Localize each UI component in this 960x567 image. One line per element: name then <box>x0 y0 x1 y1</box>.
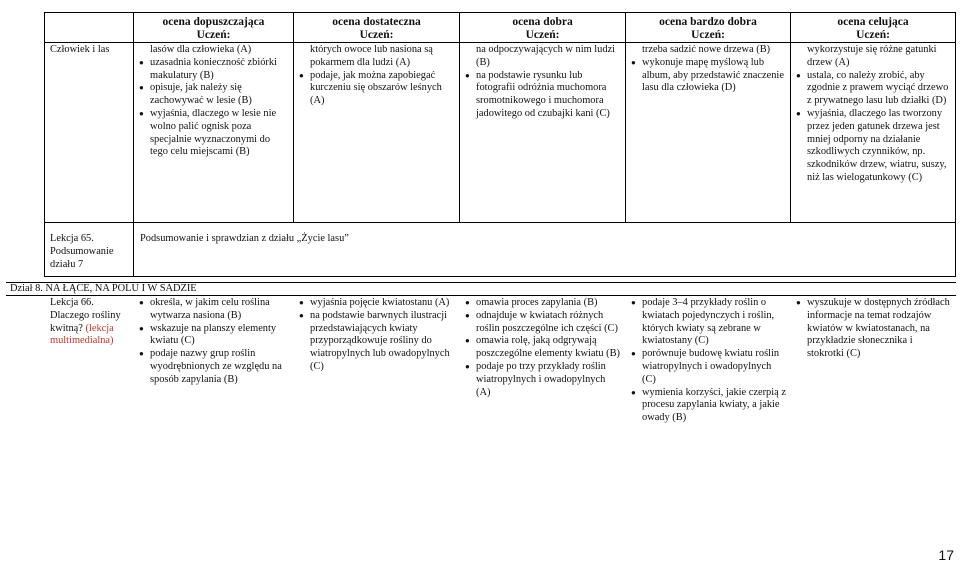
row1-dostateczna <box>298 44 455 108</box>
list-item: ● omawia rolę, jaką odgrywają poszczególne elementy kwiatu (B) <box>464 335 621 361</box>
row1-dobra <box>464 44 621 121</box>
list-item: ● na podstawie rysunku lub fotografii odróżnia muchomora sromotnikowego i muchomora jadowitego od czubajki kani (C) <box>464 70 621 121</box>
table-header-divider <box>44 42 956 43</box>
list-item: ● opisuje, jak należy się zachowywać w lesie (B) <box>138 82 288 108</box>
header-bardzo-dobra <box>626 16 790 42</box>
list-item: ● podaje nazwy grup roślin wyodrębnionych ze względu na sposób zapylania (B) <box>138 348 288 386</box>
list-item: ● porównuje budowę kwiatu roślin wiatropylnych i owadopylnych (C) <box>630 348 786 386</box>
lesson66-bardzo-dobra <box>630 297 786 425</box>
list-item: ● wyjaśnia, dlaczego las tworzony przez jeden gatunek drzewa jest mniej odporny na działanie szkodliwych czynników, np. szkodników drzew, wiatru, suszy, niż las wielogatunkowy (C) <box>795 108 951 185</box>
list-item: których owoce lub nasiona są pokarmem dla ludzi (A) <box>310 44 433 68</box>
list-item: ● omawia proces zapylania (B) <box>464 297 621 310</box>
list-item: wykorzystuje się różne gatunki drzew (A) <box>807 44 937 68</box>
lesson-66-note: (lekcja multimedialna) <box>50 322 114 347</box>
header-sub: Uczeń: <box>856 29 890 41</box>
list-item: ● odnajduje w kwiatach różnych roślin poszczególne ich części (C) <box>464 310 621 336</box>
list-item: ● podaje po trzy przykłady roślin wiatropylnych i owadopylnych (A) <box>464 361 621 399</box>
table-row-divider <box>44 222 956 223</box>
header-title: ocena celująca <box>837 16 909 28</box>
list-item: ● wyjaśnia pojęcie kwiatostanu (A) <box>298 297 455 310</box>
list-item: ● określa, w jakim celu roślina wytwarza nasiona (B) <box>138 297 288 323</box>
section-8-title: Dział 8. NA ŁĄCE, NA POLU I W SADZIE <box>10 283 197 294</box>
header-sub: Uczeń: <box>525 29 560 41</box>
header-title: ocena dopuszczająca <box>162 16 265 28</box>
list-item: ● ustala, co należy zrobić, aby zgodnie z prawem wyciąć drzewo z prywatnego lasu lub działki (D) <box>795 70 951 108</box>
col-divider <box>133 12 134 276</box>
section-divider <box>6 295 956 296</box>
list-item: ● wyszukuje w dostępnych źródłach informacje na temat rodzajów kwiatów w kwiatostanach, na przykładzie słonecznika i stokrotki (C) <box>795 297 951 361</box>
lesson66-dostateczna <box>298 297 455 374</box>
col-divider <box>790 12 791 222</box>
lesson-66-title: Lekcja 66. Dlaczego rośliny kwitną? <box>50 297 121 334</box>
header-celujaca <box>791 16 955 42</box>
header-title: ocena bardzo dobra <box>659 16 757 28</box>
col-divider <box>955 12 956 276</box>
col-divider <box>459 12 460 222</box>
header-dopuszczajaca <box>134 16 293 42</box>
header-sub: Uczeń: <box>196 29 231 41</box>
lesson66-dobra <box>464 297 621 399</box>
topic-czlowiek-i-las: Człowiek i las <box>50 44 110 55</box>
lesson66-dopuszczajaca <box>138 297 288 387</box>
list-item: ● podaje, jak można zapobiegać kurczeniu się obszarów leśnych (A) <box>298 70 455 108</box>
col-divider <box>44 12 45 276</box>
header-title: ocena dostateczna <box>332 16 421 28</box>
row1-bardzo-dobra <box>630 44 786 95</box>
col-divider <box>625 12 626 222</box>
lesson66-celujaca <box>795 297 951 361</box>
lesson-65-title: Lekcja 65. Podsumowanie działu 7 <box>50 233 114 270</box>
list-item: lasów dla człowieka (A) <box>150 44 252 55</box>
table-bottom-border <box>44 276 956 277</box>
header-dobra <box>460 16 625 42</box>
col-divider <box>293 12 294 222</box>
lesson-65-text: Podsumowanie i sprawdzian z działu „Życie lasu” <box>140 233 349 244</box>
list-item: ● uzasadnia konieczność zbiórki makulatury (B) <box>138 57 288 83</box>
list-item: na odpoczywających w nim ludzi (B) <box>476 44 616 68</box>
row1-celujaca <box>795 44 951 185</box>
list-item: trzeba sadzić nowe drzewa (B) <box>642 44 771 55</box>
list-item: ● podaje 3–4 przykłady roślin o kwiatach pojedynczych i roślin, których kwiaty są zebrane w kwiatostany (C) <box>630 297 786 348</box>
header-dostateczna <box>294 16 459 42</box>
lesson-66-heading <box>50 297 130 348</box>
list-item: ● wykonuje mapę myślową lub album, aby przedstawić znaczenie lasu dla człowieka (D) <box>630 57 786 95</box>
header-sub: Uczeń: <box>691 29 725 41</box>
list-item: ● na podstawie barwnych ilustracji przedstawiających kwiaty przyporządkowuje rośliny do wiatropylnych lub owadopylnych (C) <box>298 310 455 374</box>
list-item: ● wskazuje na planszy elementy kwiatu (C) <box>138 323 288 349</box>
table-top-border <box>44 12 956 13</box>
header-title: ocena dobra <box>512 16 573 28</box>
list-item: ● wyjaśnia, dlaczego w lesie nie wolno palić ognisk poza specjalnie wyznaczonymi do tego celu miejscami (B) <box>138 108 288 159</box>
header-sub: Uczeń: <box>359 29 394 41</box>
list-item: ● wymienia korzyści, jakie czerpią z procesu zapylania kwiaty, a jakie owady (B) <box>630 387 786 425</box>
page-number: 17 <box>938 547 954 563</box>
row1-dopuszczajaca <box>138 44 288 159</box>
